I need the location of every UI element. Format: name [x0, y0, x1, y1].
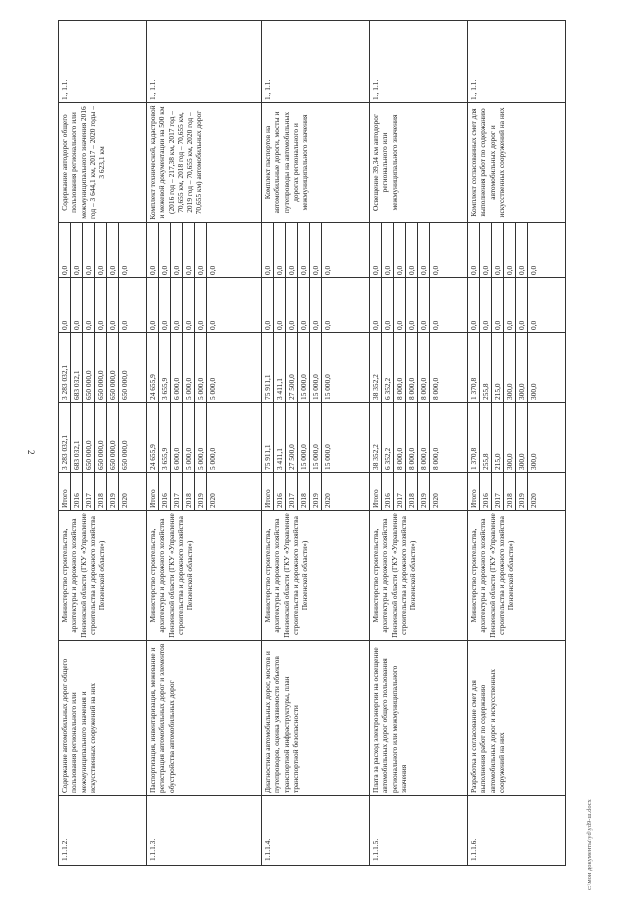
year-list-value: 2018: [183, 473, 195, 510]
regional-budget: [147, 333, 262, 403]
table-row: [147, 21, 262, 866]
regional-budget-value: 15 000,0: [310, 333, 322, 402]
activity-code: 1.1.1.5.: [370, 796, 468, 866]
activity-executor: Министерство строительства, архитектуры и дорожного хозяйства Пензенской области (ГКУ «Управление строительства и дорожного хозяйства Пензенской области»): [147, 511, 262, 641]
year-list: [468, 473, 566, 511]
federal-budget-value: 0,0: [208, 320, 217, 330]
other-sources-value: 0,0: [406, 223, 418, 277]
federal-budget-value: 0,0: [83, 278, 95, 332]
federal-budget: [59, 278, 147, 333]
regional-budget-value: 6 352,2: [382, 333, 394, 402]
federal-budget-value: 0,0: [504, 278, 516, 332]
federal-budget: [262, 278, 370, 333]
other-sources-value: 0,0: [107, 223, 119, 277]
total-funding: [370, 403, 468, 473]
total-funding-value: 8 000,0: [418, 403, 430, 472]
rotated-table-container: [58, 21, 568, 866]
year-list-value: 2017: [286, 473, 298, 510]
federal-budget-value: 0,0: [492, 278, 504, 332]
federal-budget-value: 0,0: [529, 320, 538, 330]
federal-budget-value: 0,0: [418, 278, 430, 332]
regional-budget-value: 24 655,9: [147, 333, 159, 402]
activity-code: 1.1.1.4.: [262, 796, 370, 866]
regional-budget-value: 3 283 032,1: [59, 333, 71, 402]
year-list-value: 2018: [95, 473, 107, 510]
federal-budget-value: 0,0: [159, 278, 171, 332]
total-funding-value: 15 000,0: [298, 403, 310, 472]
regional-budget-value: 8 000,0: [406, 333, 418, 402]
federal-budget-value: 0,0: [298, 278, 310, 332]
other-sources-value: 0,0: [262, 223, 274, 277]
regional-budget-value: 650 000,0: [83, 333, 95, 402]
federal-budget-value: 0,0: [406, 278, 418, 332]
total-funding-value: 3 411,1: [274, 403, 286, 472]
other-sources-value: 0,0: [480, 223, 492, 277]
total-funding-value: 1 370,8: [468, 403, 480, 472]
other-sources-value: 0,0: [516, 223, 528, 277]
total-funding: [147, 403, 262, 473]
activity-name: Содержание автомобильных дорог общего пользования регионального или межмуниципального значения и искусственных сооружений на них: [59, 641, 147, 796]
federal-budget-value: 0,0: [431, 320, 440, 330]
regional-budget-value: 255,8: [480, 333, 492, 402]
other-sources-value: 0,0: [95, 223, 107, 277]
federal-budget-value: 0,0: [370, 278, 382, 332]
total-funding-value: 255,8: [480, 403, 492, 472]
total-funding-value: 5 000,0: [183, 403, 195, 472]
other-sources-value: 0,0: [468, 223, 480, 277]
year-list-value: Итого: [468, 473, 480, 510]
federal-budget-value: 0,0: [468, 278, 480, 332]
year-list-value: 2019: [107, 473, 119, 510]
other-sources-value: 0,0: [492, 223, 504, 277]
activity-code: 1.1.1.6.: [468, 796, 566, 866]
regional-budget-value: 215,0: [492, 333, 504, 402]
total-funding-value: 6 000,0: [171, 403, 183, 472]
year-list-value: 2016: [480, 473, 492, 510]
total-funding-value: 5 000,0: [208, 447, 217, 470]
total-funding-value: 3 283 032,1: [59, 403, 71, 472]
federal-budget-value: 0,0: [274, 278, 286, 332]
other-sources-value: 0,0: [59, 223, 71, 277]
federal-budget-value: 0,0: [286, 278, 298, 332]
regional-budget-value: 38 352,2: [370, 333, 382, 402]
other-sources-value: 0,0: [159, 223, 171, 277]
year-list-value: 2020: [323, 493, 332, 508]
year-list-value: 2017: [492, 473, 504, 510]
regional-budget-value: 3 655,9: [159, 333, 171, 402]
other-sources-value: 0,0: [183, 223, 195, 277]
year-list-value: Итого: [59, 473, 71, 510]
activity-name: Паспортизация, инвентаризация, межевание и регистрация автомобильных дорог и элементов обустройства автомобильных дорог: [147, 641, 262, 796]
other-sources-value: 0,0: [394, 223, 406, 277]
federal-budget-value: 0,0: [147, 278, 159, 332]
federal-budget-value: 0,0: [183, 278, 195, 332]
year-list-value: Итого: [262, 473, 274, 510]
regional-budget-value: 5 000,0: [195, 333, 207, 402]
federal-budget-value: 0,0: [120, 320, 129, 330]
total-funding-value: 300,0: [504, 403, 516, 472]
total-funding-value: 8 000,0: [394, 403, 406, 472]
other-sources-value: 0,0: [71, 223, 83, 277]
other-sources-value: 0,0: [418, 223, 430, 277]
total-funding-value: 650 000,0: [83, 403, 95, 472]
other-sources-value: 0,0: [147, 223, 159, 277]
other-sources-value: 0,0: [208, 265, 217, 275]
table-row: [468, 21, 566, 866]
other-sources-value: 0,0: [195, 223, 207, 277]
other-sources-value: 0,0: [504, 223, 516, 277]
federal-budget-value: 0,0: [262, 278, 274, 332]
regional-budget-value: 15 000,0: [323, 374, 332, 400]
expected-result: Комплект согласованных смет для выполнения работ по содержанию автомобильных дорог и искусственных сооружений на них: [468, 103, 566, 223]
table-row: [59, 21, 147, 866]
table-row: [262, 21, 370, 866]
table-row: [370, 21, 468, 866]
total-funding-value: 683 032,1: [71, 403, 83, 472]
regional-budget-value: 8 000,0: [418, 333, 430, 402]
total-funding-value: 8 000,0: [406, 403, 418, 472]
page-number: 2: [26, 450, 36, 455]
total-funding: [59, 403, 147, 473]
other-sources-value: 0,0: [171, 223, 183, 277]
total-funding-value: 38 352,2: [370, 403, 382, 472]
regional-budget-value: 683 032,1: [71, 333, 83, 402]
expected-result: Содержание автодорог общего пользования регионального или межмуниципального значения 2016 год – 3 644,1 км, 2017 – 2020 годы – 3 623,1 км: [59, 103, 147, 223]
regional-budget-value: 3 411,1: [274, 333, 286, 402]
activity-executor: Министерство строительства, архитектуры и дорожного хозяйства Пензенской области (ГКУ «Управление строительства и дорожного хозяйства Пензенской области»): [370, 511, 468, 641]
year-list: [59, 473, 147, 511]
regional-budget: [59, 333, 147, 403]
other-sources: [262, 223, 370, 278]
federal-budget-value: 0,0: [516, 278, 528, 332]
year-list-value: 2016: [159, 473, 171, 510]
total-funding-value: 75 911,1: [262, 403, 274, 472]
other-sources-value: 0,0: [298, 223, 310, 277]
year-list: [370, 473, 468, 511]
activity-name: Разработка и согласование смет для выполнения работ по содержанию автомобильных дорог и искусственных сооружений на них: [468, 641, 566, 796]
year-list-value: 2018: [298, 473, 310, 510]
regional-budget-value: 8 000,0: [431, 377, 440, 400]
year-list: [147, 473, 262, 511]
activity-name: Диагностика автомобильных дорог, мостов и путепроводов, оценка уязвимости объектов транспортной инфраструктуры, план транспортной безопасности: [262, 641, 370, 796]
federal-budget-value: 0,0: [394, 278, 406, 332]
activity-name: Плата за расход электроэнергии на освещение автомобильных дорог общего пользования регионального или межмуниципального значения: [370, 641, 468, 796]
total-funding-value: 650 000,0: [107, 403, 119, 472]
total-funding-value: 300,0: [529, 453, 538, 470]
other-sources-value: 0,0: [382, 223, 394, 277]
year-list-value: 2017: [83, 473, 95, 510]
year-list-value: 2016: [71, 473, 83, 510]
indicator-link: 1., 1.1.: [59, 21, 147, 103]
expected-result: Комплект технической, кадастровой и межевой документации на 500 км (2016 год – 217,38 км, 2017 год – 70,655 км, 2018 год – 70,655 км, 2019 год – 70,655 км, 2020 год – 70,655 км) автомобильных дорог: [147, 103, 262, 223]
federal-budget-value: 0,0: [171, 278, 183, 332]
other-sources-value: 0,0: [529, 265, 538, 275]
federal-budget: [370, 278, 468, 333]
regional-budget-value: 650 000,0: [95, 333, 107, 402]
other-sources-value: 0,0: [83, 223, 95, 277]
regional-budget-value: 15 000,0: [298, 333, 310, 402]
federal-budget-value: 0,0: [59, 278, 71, 332]
regional-budget-value: 27 500,0: [286, 333, 298, 402]
activity-executor: Министерство строительства, архитектуры и дорожного хозяйства Пензенской области (ГКУ «Управление строительства и дорожного хозяйства Пензенской области»): [262, 511, 370, 641]
other-sources: [147, 223, 262, 278]
total-funding-value: 650 000,0: [95, 403, 107, 472]
program-activities-table: [58, 20, 566, 866]
regional-budget-value: 650 000,0: [120, 370, 129, 400]
total-funding: [468, 403, 566, 473]
total-funding-value: 24 655,9: [147, 403, 159, 472]
expected-result: Освещение 39,34 км автодорог регионального или межмуниципального значения: [370, 103, 468, 223]
activity-executor: Министерство строительства, архитектуры и дорожного хозяйства Пензенской области (ГКУ «Управление строительства и дорожного хозяйства Пензенской области»): [59, 511, 147, 641]
year-list-value: 2019: [310, 473, 322, 510]
federal-budget-value: 0,0: [323, 320, 332, 330]
federal-budget-value: 0,0: [95, 278, 107, 332]
federal-budget-value: 0,0: [310, 278, 322, 332]
total-funding-value: 6 352,2: [382, 403, 394, 472]
other-sources-value: 0,0: [120, 265, 129, 275]
regional-budget-value: 300,0: [504, 333, 516, 402]
other-sources-value: 0,0: [286, 223, 298, 277]
regional-budget-value: 6 000,0: [171, 333, 183, 402]
activity-code: 1.1.1.2.: [59, 796, 147, 866]
federal-budget-value: 0,0: [195, 278, 207, 332]
other-sources: [468, 223, 566, 278]
total-funding-value: 300,0: [516, 403, 528, 472]
regional-budget-value: 75 911,1: [262, 333, 274, 402]
activity-executor: Министерство строительства, архитектуры и дорожного хозяйства Пензенской области (ГКУ «Управление строительства и дорожного хозяйства Пензенской области»): [468, 511, 566, 641]
regional-budget-value: 300,0: [516, 333, 528, 402]
year-list-value: 2019: [418, 473, 430, 510]
total-funding: [262, 403, 370, 473]
regional-budget: [370, 333, 468, 403]
other-sources-value: 0,0: [323, 265, 332, 275]
year-list-value: 2016: [274, 473, 286, 510]
regional-budget-value: 1 370,8: [468, 333, 480, 402]
year-list-value: 2018: [504, 473, 516, 510]
year-list-value: Итого: [147, 473, 159, 510]
footer-file-path: c:\мои документы\yd\yd9-ш.docx: [586, 799, 593, 890]
year-list-value: 2017: [171, 473, 183, 510]
federal-budget: [147, 278, 262, 333]
year-list-value: 2019: [195, 473, 207, 510]
year-list-value: 2019: [516, 473, 528, 510]
total-funding-value: 15 000,0: [310, 403, 322, 472]
regional-budget-value: 300,0: [529, 383, 538, 400]
federal-budget-value: 0,0: [107, 278, 119, 332]
regional-budget-value: 650 000,0: [107, 333, 119, 402]
federal-budget-value: 0,0: [480, 278, 492, 332]
indicator-link: 1., 1.1.: [262, 21, 370, 103]
year-list-value: 2017: [394, 473, 406, 510]
other-sources-value: 0,0: [310, 223, 322, 277]
year-list-value: 2020: [208, 493, 217, 508]
year-list: [262, 473, 370, 511]
federal-budget-value: 0,0: [71, 278, 83, 332]
regional-budget-value: 5 000,0: [183, 333, 195, 402]
activity-code: 1.1.1.3.: [147, 796, 262, 866]
regional-budget-value: 8 000,0: [394, 333, 406, 402]
other-sources: [59, 223, 147, 278]
total-funding-value: 5 000,0: [195, 403, 207, 472]
year-list-value: 2018: [406, 473, 418, 510]
indicator-link: 1., 1.1.: [468, 21, 566, 103]
federal-budget-value: 0,0: [382, 278, 394, 332]
regional-budget-value: 5 000,0: [208, 377, 217, 400]
total-funding-value: 15 000,0: [323, 444, 332, 470]
year-list-value: 2020: [431, 493, 440, 508]
other-sources: [370, 223, 468, 278]
regional-budget: [468, 333, 566, 403]
total-funding-value: 3 655,9: [159, 403, 171, 472]
total-funding-value: 650 000,0: [120, 440, 129, 470]
year-list-value: 2020: [120, 493, 129, 508]
expected-result: Комплект паспортов на автомобильные дороги, мосты и путепроводы на автомобильных дорогах регионального и межмуниципального значения: [262, 103, 370, 223]
regional-budget: [262, 333, 370, 403]
indicator-link: 1., 1.1.: [147, 21, 262, 103]
year-list-value: 2020: [529, 493, 538, 508]
indicator-link: 1., 1.1.: [370, 21, 468, 103]
other-sources-value: 0,0: [274, 223, 286, 277]
other-sources-value: 0,0: [431, 265, 440, 275]
year-list-value: Итого: [370, 473, 382, 510]
total-funding-value: 8 000,0: [431, 447, 440, 470]
total-funding-value: 215,0: [492, 403, 504, 472]
year-list-value: 2016: [382, 473, 394, 510]
other-sources-value: 0,0: [370, 223, 382, 277]
federal-budget: [468, 278, 566, 333]
total-funding-value: 27 500,0: [286, 403, 298, 472]
